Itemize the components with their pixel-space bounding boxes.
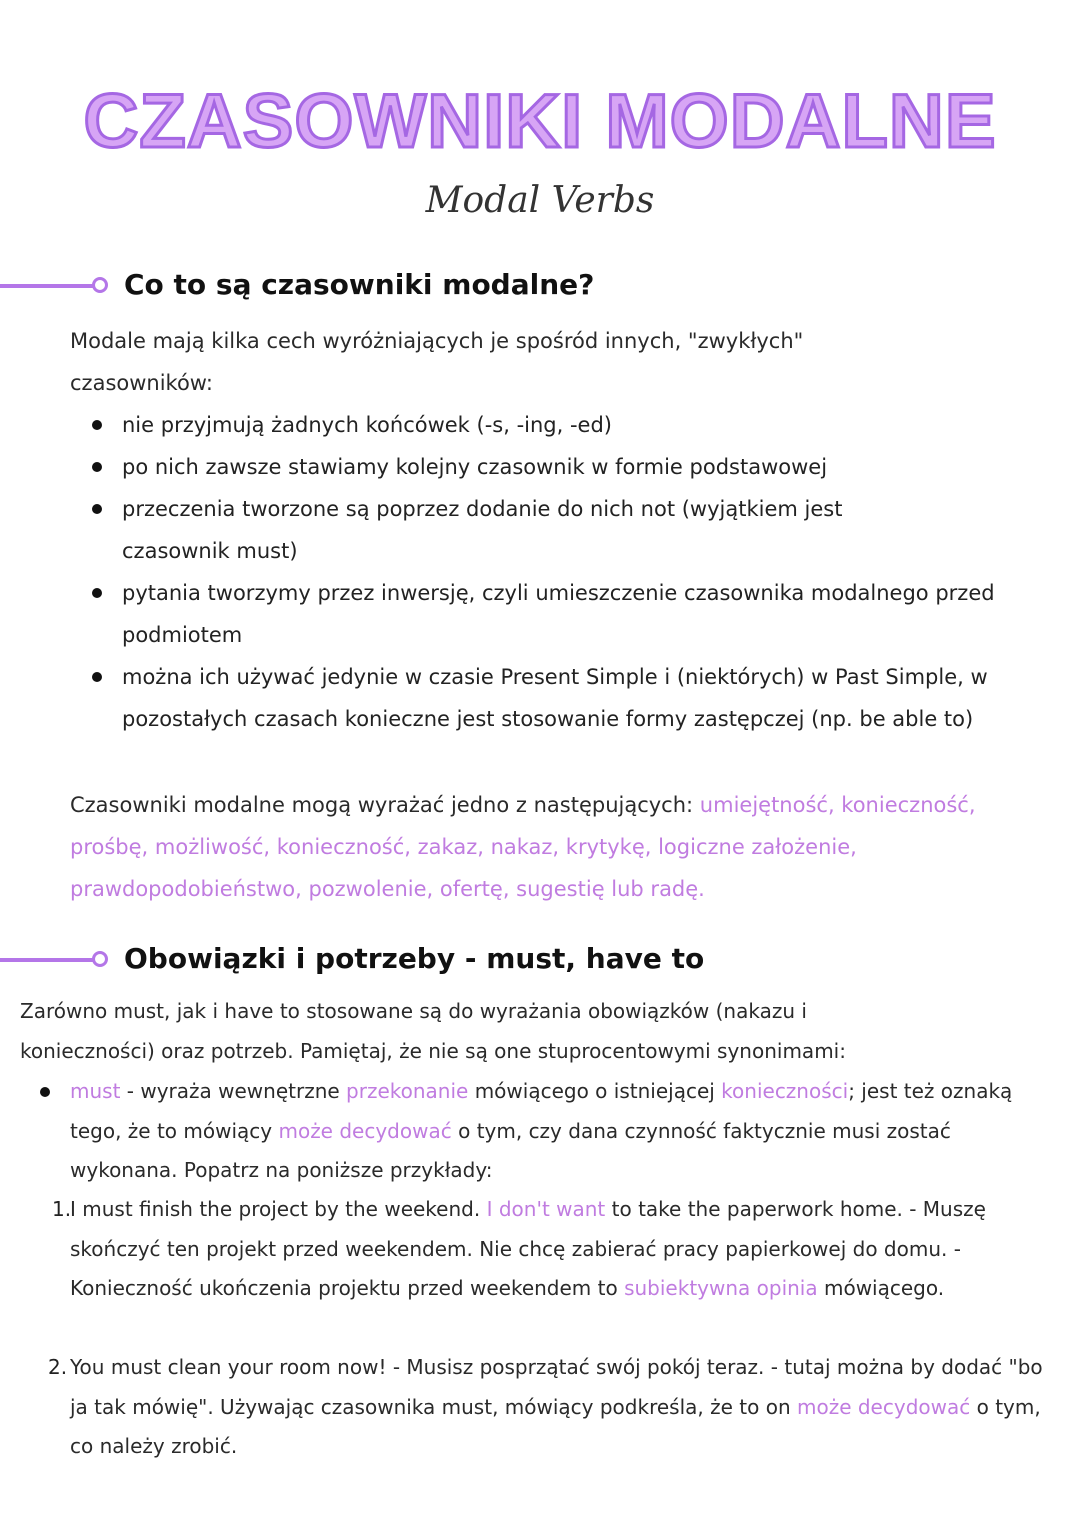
page-subtitle: Modal Verbs — [425, 180, 655, 221]
example-item: 2. You must clean your room now! - Musisz posprzątać swój pokój teraz. - tutaj można by dodać "bo ja tak mówię". Używając czasownika must, mówiący podkreśla, że to on może decydować o tym, co należy zrobić. — [48, 1348, 1058, 1467]
section-marker-dot — [92, 951, 108, 967]
list-item: po nich zawsze stawiamy kolejny czasownik w formie podstawowej — [92, 446, 1032, 488]
section-marker-dot — [92, 277, 108, 293]
section-intro: Modale mają kilka cech wyróżniających je spośród innych, "zwykłych" czasowników: — [70, 329, 804, 395]
page-title: CZASOWNIKI MODALNE — [83, 79, 997, 164]
summary-paragraph: Czasowniki modalne mogą wyrażać jedno z następujących: umiejętność, konieczność, prośbę, możliwość, konieczność, zakaz, nakaz, krytykę, logiczne założenie, prawdopodobieństwo, pozwolenie, ofertę, sugestię lub radę. — [70, 793, 976, 901]
section-heading: Co to są czasowniki modalne? — [124, 268, 595, 301]
list-item: nie przyjmują żadnych końcówek (-s, -ing, -ed) — [92, 404, 1032, 446]
section-heading: Obowiązki i potrzeby - must, have to — [124, 942, 705, 975]
example-text: You must clean your room now! - Musisz posprzątać swój pokój teraz. - tutaj można by dodać "bo ja tak mówię". Używając czasownika must, mówiący podkreśla, że to on może decydować o tym, co należy zrobić. — [70, 1355, 1043, 1458]
list-item: można ich używać jedynie w czasie Present Simple i (niektórych) w Past Simple, w pozostałych czasach konieczne jest stosowanie formy zastępczej (np. be able to) — [92, 656, 1012, 740]
section-intro: Zarówno must, jak i have to stosowane są do wyrażania obowiązków (nakazu i konieczności) oraz potrzeb. Pamiętaj, że nie są one stuprocentowymi synonimami: — [20, 999, 846, 1063]
must-description: must - wyraża wewnętrzne przekonanie mówiącego o istniejącej konieczności; jest też oznaką tego, że to mówiący może decydować o tym, czy dana czynność faktycznie musi zostać wykonana. Popatrz na poniższe przykłady: — [70, 1079, 1013, 1182]
bullet-dot — [40, 1087, 50, 1097]
section-marker-line — [0, 958, 96, 962]
list-item: przeczenia tworzone są poprzez dodanie do nich not (wyjątkiem jest czasownik must) — [92, 488, 932, 572]
example-item: 1. I must finish the project by the weekend. I don't want to take the paperwork home. - Muszę skończyć ten projekt przed weekendem. Nie chcę zabierać pracy papierkowej do domu. - Konieczność ukończenia projektu przed weekendem to subiektywna opinia mówiącego. — [52, 1190, 1052, 1309]
section-marker-line — [0, 284, 96, 288]
must-bullet — [40, 1072, 1060, 1191]
example-text: I must finish the project by the weekend. I don't want to take the paperwork home. - Muszę skończyć ten projekt przed weekendem. Nie chcę zabierać pracy papierkowej do domu. - Konieczność ukończenia projektu przed weekendem to subiektywna opinia mówiącego. — [70, 1197, 986, 1300]
feature-list — [92, 404, 1032, 740]
list-item: pytania tworzymy przez inwersję, czyli umieszczenie czasownika modalnego przed podmiotem — [92, 572, 1032, 656]
summary-highlight: umiejętność, konieczność, prośbę, możliwość, konieczność, zakaz, nakaz, krytykę, logiczne założenie, prawdopodobieństwo, pozwolenie, ofertę, sugestię lub radę. — [70, 793, 976, 901]
